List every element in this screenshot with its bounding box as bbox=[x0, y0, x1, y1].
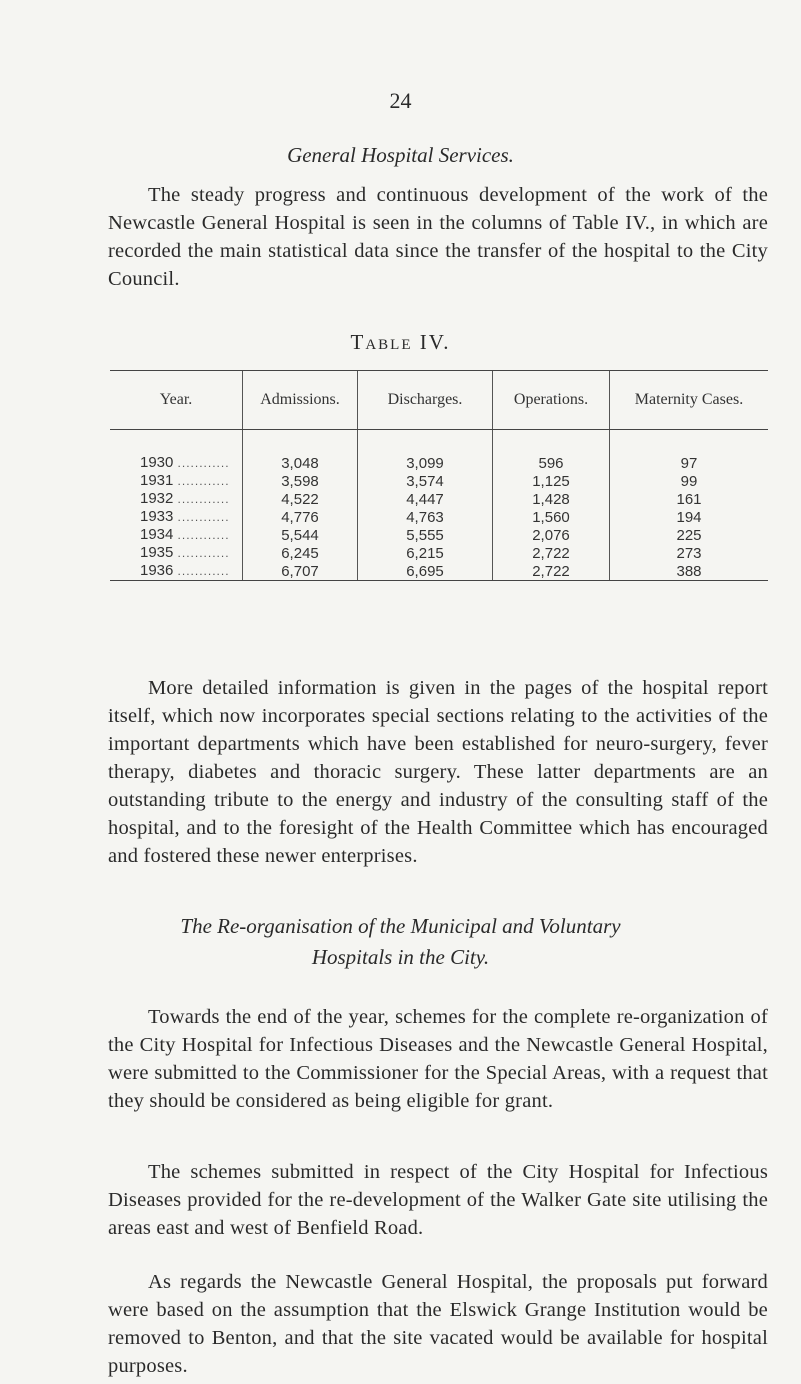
cell-operations: 1,560 bbox=[493, 508, 610, 526]
heading-line-2: Hospitals in the City. bbox=[311, 945, 490, 969]
header-year: Year. bbox=[110, 371, 243, 430]
cell-operations: 2,076 bbox=[493, 526, 610, 544]
cell-year bbox=[110, 490, 243, 508]
cell-operations: 596 bbox=[493, 430, 610, 473]
cell-discharges: 3,099 bbox=[358, 430, 493, 473]
year-value: 1932 bbox=[140, 490, 174, 507]
leader-dots: ............ bbox=[177, 492, 230, 506]
year-value: 1936 bbox=[140, 562, 174, 579]
table-row bbox=[110, 490, 768, 508]
cell-discharges: 3,574 bbox=[358, 472, 493, 490]
cell-maternity: 225 bbox=[610, 526, 769, 544]
cell-maternity: 194 bbox=[610, 508, 769, 526]
section-heading-reorganisation bbox=[0, 911, 801, 973]
cell-operations: 1,125 bbox=[493, 472, 610, 490]
reorganisation-paragraph: Towards the end of the year, schemes for the complete re-organization of the City Hospital for Infectious Diseases and the Newcastle General Hospital, were submitted to the Commissioner for the Special Areas, with a request that they should be considered as being eligible for grant. bbox=[108, 1006, 768, 1112]
cell-admissions: 6,707 bbox=[243, 562, 358, 581]
header-admissions: Admissions. bbox=[243, 371, 358, 430]
cell-operations: 1,428 bbox=[493, 490, 610, 508]
cell-maternity: 99 bbox=[610, 472, 769, 490]
cell-maternity: 161 bbox=[610, 490, 769, 508]
year-value: 1931 bbox=[140, 472, 174, 489]
schemes-paragraph: The schemes submitted in respect of the City Hospital for Infectious Diseases provided for the re-development of the Walker Gate site utilising the areas east and west of Benfield Road. bbox=[108, 1161, 768, 1239]
year-value: 1934 bbox=[140, 526, 174, 543]
table-row bbox=[110, 472, 768, 490]
cell-discharges: 4,447 bbox=[358, 490, 493, 508]
cell-year bbox=[110, 526, 243, 544]
statistics-table bbox=[110, 370, 768, 581]
cell-discharges: 4,763 bbox=[358, 508, 493, 526]
table-row bbox=[110, 508, 768, 526]
cell-year bbox=[110, 472, 243, 490]
table-row bbox=[110, 562, 768, 581]
cell-admissions: 4,522 bbox=[243, 490, 358, 508]
header-operations: Operations. bbox=[493, 371, 610, 430]
cell-admissions: 4,776 bbox=[243, 508, 358, 526]
cell-maternity: 273 bbox=[610, 544, 769, 562]
leader-dots: ............ bbox=[177, 528, 230, 542]
leader-dots: ............ bbox=[177, 510, 230, 524]
cell-admissions: 6,245 bbox=[243, 544, 358, 562]
header-discharges: Discharges. bbox=[358, 371, 493, 430]
table-header-row bbox=[110, 371, 768, 430]
cell-discharges: 6,215 bbox=[358, 544, 493, 562]
table-row bbox=[110, 544, 768, 562]
page-number: 24 bbox=[389, 88, 412, 113]
header-maternity: Maternity Cases. bbox=[610, 371, 769, 430]
newcastle-general-paragraph: As regards the Newcastle General Hospital, the proposals put forward were based on the assumption that the Elswick Grange Institution would be removed to Benton, and that the site vacated would be available for hospital purposes. bbox=[108, 1271, 768, 1377]
cell-year bbox=[110, 544, 243, 562]
cell-operations: 2,722 bbox=[493, 562, 610, 581]
cell-admissions: 3,598 bbox=[243, 472, 358, 490]
cell-year bbox=[110, 508, 243, 526]
leader-dots: ............ bbox=[177, 474, 230, 488]
cell-discharges: 6,695 bbox=[358, 562, 493, 581]
cell-maternity: 97 bbox=[610, 430, 769, 473]
section-heading-general-hospital: General Hospital Services. bbox=[287, 143, 514, 167]
leader-dots: ............ bbox=[177, 564, 230, 578]
intro-paragraph: The steady progress and continuous development of the work of the Newcastle General Hospital is seen in the columns of Table IV., in which are recorded the main statistical data since the transfer of the hospital to the City Council. bbox=[108, 184, 768, 290]
detailed-info-paragraph: More detailed information is given in the pages of the hospital report itself, which now incorporates special sections relating to the activities of the important departments which have been established for neuro-surgery, fever therapy, diabetes and thoracic surgery. These latter departments are an outstanding tribute to the energy and industry of the consulting staff of the hospital, and to the foresight of the Health Committee which has encouraged and fostered these newer enterprises. bbox=[108, 677, 768, 867]
cell-admissions: 3,048 bbox=[243, 430, 358, 473]
leader-dots: ............ bbox=[177, 546, 230, 560]
year-value: 1933 bbox=[140, 508, 174, 525]
cell-year bbox=[110, 562, 243, 581]
heading-line-1: The Re-organisation of the Municipal and Voluntary bbox=[180, 914, 621, 938]
cell-year bbox=[110, 430, 243, 473]
cell-operations: 2,722 bbox=[493, 544, 610, 562]
table-row bbox=[110, 526, 768, 544]
table-title: Table IV. bbox=[350, 330, 451, 354]
year-value: 1935 bbox=[140, 544, 174, 561]
year-value: 1930 bbox=[140, 454, 174, 471]
cell-admissions: 5,544 bbox=[243, 526, 358, 544]
leader-dots: ............ bbox=[177, 456, 230, 470]
cell-maternity: 388 bbox=[610, 562, 769, 581]
cell-discharges: 5,555 bbox=[358, 526, 493, 544]
table-row bbox=[110, 430, 768, 473]
